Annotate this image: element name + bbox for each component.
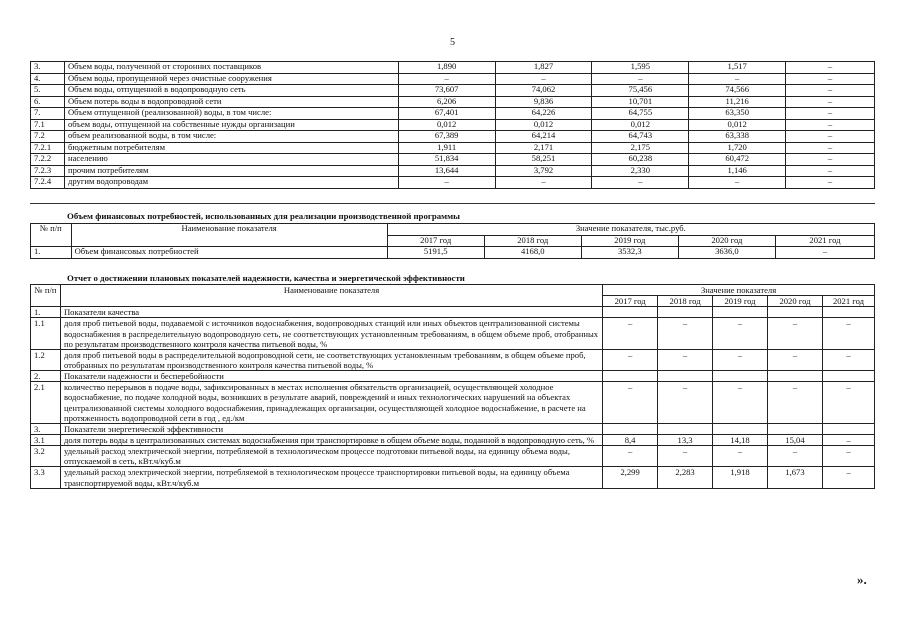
row-value: 74,062	[495, 85, 592, 97]
row-value: –	[713, 446, 768, 467]
year-header: 2019 год	[713, 296, 768, 307]
row-value	[822, 423, 874, 434]
row-value: 67,389	[398, 131, 495, 143]
row-number: 3.	[31, 423, 61, 434]
row-value: –	[689, 73, 786, 85]
row-value: –	[713, 382, 768, 424]
indicators-report-title: Отчет о достижении плановых показателей надежности, качества и энергетической эффективности	[67, 273, 465, 283]
row-name: доля проб питьевой воды, подаваемой с источников водоснабжения, водопроводных станций или иных объектов централизованной системы водоснабжения в распределительную водопроводную сеть, не соответствующих установленным требованиям, в общем объеме проб, отобранных по результатам производственного контроля качества питьевой воды, %	[60, 318, 602, 349]
row-name: объем воды, отпущенной на собственные нужды организации	[64, 119, 398, 131]
year-header: 2020 год	[768, 296, 823, 307]
row-number: 1.1	[31, 318, 61, 349]
row-value	[768, 423, 823, 434]
row-number: 1.2	[31, 349, 61, 370]
table-row	[31, 349, 875, 370]
table-row	[31, 247, 875, 259]
row-name: объем реализованной воды, в том числе:	[64, 131, 398, 143]
row-value	[658, 307, 713, 318]
row-value	[822, 371, 874, 382]
table-row	[31, 119, 875, 131]
row-value: 64,214	[495, 131, 592, 143]
row-value	[603, 371, 658, 382]
row-value: 1,890	[398, 62, 495, 74]
table-header-row	[31, 224, 875, 236]
row-value	[658, 371, 713, 382]
table-row	[31, 131, 875, 143]
row-value: 58,251	[495, 154, 592, 166]
table-row	[31, 142, 875, 154]
row-name: удельный расход электрической энергии, потребляемой в технологическом процессе транспортировки питьевой воды, на единицу объема транспортируемой воды, кВт.ч/куб.м	[60, 467, 602, 488]
row-name: населению	[64, 154, 398, 166]
row-value: –	[689, 177, 786, 189]
row-value: 0,012	[495, 119, 592, 131]
row-value: 51,834	[398, 154, 495, 166]
row-number: 3.1	[31, 434, 61, 445]
row-name: бюджетным потребителям	[64, 142, 398, 154]
row-number: 5.	[31, 85, 65, 97]
closing-quote-mark: ».	[857, 572, 867, 587]
row-value: 10,701	[592, 96, 689, 108]
row-value: 2,175	[592, 142, 689, 154]
row-value: 64,226	[495, 108, 592, 120]
row-name: удельный расход электрической энергии, потребляемой в технологическом процессе подготовки питьевой воды, на единицу объема воды, отпускаемой в сеть, кВт.ч/куб.м	[60, 446, 602, 467]
row-value: –	[786, 177, 875, 189]
water-volume-table	[30, 61, 875, 189]
row-value: –	[768, 446, 823, 467]
row-value: –	[822, 467, 874, 488]
row-value: 3636,0	[678, 247, 775, 259]
table-row	[31, 85, 875, 97]
indicators-table	[30, 284, 875, 489]
row-number: 4.	[31, 73, 65, 85]
row-value: 3532,3	[581, 247, 678, 259]
row-value: 1,146	[689, 165, 786, 177]
table-row	[31, 382, 875, 424]
row-name: доля проб питьевой воды в распределительной водопроводной сети, не соответствующих установленным требованиям, в общем объеме проб, отобранных по результатам производственного контроля качества питьевой воды, %	[60, 349, 602, 370]
row-value: –	[822, 382, 874, 424]
row-value: –	[822, 349, 874, 370]
year-header: 2017 год	[387, 235, 484, 247]
row-value	[768, 307, 823, 318]
row-value: 1,673	[768, 467, 823, 488]
section-heading-row	[31, 371, 875, 382]
row-value: 1,918	[713, 467, 768, 488]
table-row	[31, 318, 875, 349]
row-value: –	[603, 318, 658, 349]
row-value: 0,012	[689, 119, 786, 131]
col-name-header: Наименование показателя	[60, 285, 602, 307]
row-number: 1.	[31, 307, 61, 318]
row-value: 63,350	[689, 108, 786, 120]
table-header-row	[31, 285, 875, 296]
row-value: 0,012	[398, 119, 495, 131]
row-value	[658, 423, 713, 434]
year-header: 2021 год	[775, 235, 874, 247]
row-value: 73,607	[398, 85, 495, 97]
row-value: 2,283	[658, 467, 713, 488]
row-number: 2.	[31, 371, 61, 382]
row-number: 2.1	[31, 382, 61, 424]
row-value: 64,743	[592, 131, 689, 143]
row-name: Объем потерь воды в водопроводной сети	[64, 96, 398, 108]
section-heading: Показатели качества	[60, 307, 602, 318]
section-divider	[30, 203, 875, 204]
table-row	[31, 154, 875, 166]
row-value: –	[603, 349, 658, 370]
col-value-header: Значение показателя	[603, 285, 875, 296]
row-value: –	[786, 131, 875, 143]
row-number: 6.	[31, 96, 65, 108]
year-header: 2020 год	[678, 235, 775, 247]
row-name: Объем воды, пропущенной через очистные сооружения	[64, 73, 398, 85]
row-value: –	[822, 446, 874, 467]
row-number: 7.2.1	[31, 142, 65, 154]
row-value: –	[658, 382, 713, 424]
row-value: –	[786, 85, 875, 97]
row-value: –	[822, 434, 874, 445]
table-row	[31, 73, 875, 85]
section-heading: Показатели энергетической эффективности	[60, 423, 602, 434]
row-value: –	[786, 96, 875, 108]
row-value: 64,755	[592, 108, 689, 120]
table-row	[31, 177, 875, 189]
row-number: 3.	[31, 62, 65, 74]
row-value: –	[768, 349, 823, 370]
water-volume-table-body	[31, 62, 875, 189]
row-number: 3.2	[31, 446, 61, 467]
row-value: 9,836	[495, 96, 592, 108]
row-value	[713, 371, 768, 382]
col-num-header: № п/п	[31, 224, 72, 247]
row-value: 0,012	[592, 119, 689, 131]
row-value	[713, 423, 768, 434]
row-value: –	[786, 142, 875, 154]
row-name: другим водопроводам	[64, 177, 398, 189]
row-value: –	[603, 446, 658, 467]
row-name: Объем финансовых потребностей	[71, 247, 387, 259]
row-value: –	[775, 247, 874, 259]
row-value: –	[713, 349, 768, 370]
row-value: 2,330	[592, 165, 689, 177]
row-value: 75,456	[592, 85, 689, 97]
row-value: 14,18	[713, 434, 768, 445]
row-value: 13,3	[658, 434, 713, 445]
row-value: 6,206	[398, 96, 495, 108]
row-value: 60,472	[689, 154, 786, 166]
row-value	[822, 307, 874, 318]
row-value: –	[658, 446, 713, 467]
col-num-header: № п/п	[31, 285, 61, 307]
section-heading-row	[31, 307, 875, 318]
row-name: прочим потребителям	[64, 165, 398, 177]
table-row	[31, 165, 875, 177]
row-value: 60,238	[592, 154, 689, 166]
row-value: 63,338	[689, 131, 786, 143]
financial-needs-title: Объем финансовых потребностей, использованных для реализации производственной программы	[67, 211, 460, 221]
row-value: –	[592, 73, 689, 85]
table-row	[31, 446, 875, 467]
row-value: 67,401	[398, 108, 495, 120]
row-value	[603, 307, 658, 318]
row-value: –	[786, 119, 875, 131]
row-value: –	[495, 177, 592, 189]
row-number: 7.2.4	[31, 177, 65, 189]
row-value: –	[398, 177, 495, 189]
col-value-header: Значение показателя, тыс.руб.	[387, 224, 874, 236]
row-value: –	[713, 318, 768, 349]
row-value: 15,04	[768, 434, 823, 445]
row-number: 7.2.3	[31, 165, 65, 177]
row-name: Объем воды, полученной от сторонних поставщиков	[64, 62, 398, 74]
row-number: 7.1	[31, 119, 65, 131]
row-value	[713, 307, 768, 318]
table-row	[31, 108, 875, 120]
row-value	[768, 371, 823, 382]
row-value: 2,299	[603, 467, 658, 488]
year-header: 2021 год	[822, 296, 874, 307]
row-value	[603, 423, 658, 434]
row-value: –	[768, 382, 823, 424]
row-value: –	[822, 318, 874, 349]
row-value: 1,517	[689, 62, 786, 74]
section-heading: Показатели надежности и бесперебойности	[60, 371, 602, 382]
row-value: 4168,0	[484, 247, 581, 259]
row-number: 7.	[31, 108, 65, 120]
row-value: –	[658, 349, 713, 370]
row-value: 74,566	[689, 85, 786, 97]
row-value: –	[592, 177, 689, 189]
row-value: –	[786, 108, 875, 120]
row-value: 1,827	[495, 62, 592, 74]
table-row	[31, 434, 875, 445]
row-value: –	[768, 318, 823, 349]
row-value: –	[786, 165, 875, 177]
page-number: 5	[450, 37, 455, 48]
indicators-table-body	[31, 285, 875, 489]
year-header: 2018 год	[658, 296, 713, 307]
row-value: 1,911	[398, 142, 495, 154]
row-value: –	[658, 318, 713, 349]
row-value: –	[786, 73, 875, 85]
row-value: 11,216	[689, 96, 786, 108]
year-header: 2018 год	[484, 235, 581, 247]
year-header: 2019 год	[581, 235, 678, 247]
row-value: –	[786, 62, 875, 74]
row-value: 8,4	[603, 434, 658, 445]
section-heading-row	[31, 423, 875, 434]
row-number: 3.3	[31, 467, 61, 488]
row-value: –	[786, 154, 875, 166]
row-value: 1,595	[592, 62, 689, 74]
row-value: –	[603, 382, 658, 424]
row-value: 13,644	[398, 165, 495, 177]
row-number: 7.2.2	[31, 154, 65, 166]
row-name: Объем отпущенной (реализованной) воды, в том числе:	[64, 108, 398, 120]
row-value: 5191,5	[387, 247, 484, 259]
row-name: доля потерь воды в централизованных системах водоснабжения при транспортировке в общем объеме воды, поданной в водопроводную сеть, %	[60, 434, 602, 445]
row-value: –	[398, 73, 495, 85]
table-row	[31, 62, 875, 74]
year-header: 2017 год	[603, 296, 658, 307]
row-number: 1.	[31, 247, 72, 259]
row-value: 3,792	[495, 165, 592, 177]
table-row	[31, 96, 875, 108]
col-name-header: Наименование показателя	[71, 224, 387, 247]
financial-needs-table	[30, 223, 875, 259]
row-value: 1,720	[689, 142, 786, 154]
row-value: –	[495, 73, 592, 85]
row-value: 2,171	[495, 142, 592, 154]
table-row	[31, 467, 875, 488]
row-name: количество перерывов в подаче воды, зафиксированных в местах исполнения обязательств организацией, осуществляющей холодное водоснабжение, по подаче холодной воды, возникших в результате аварий, повреждений и иных технологических нарушений на объектах централизованной системы холодного водоснабжения, принадлежащих организации, осуществляющей холодное водоснабжение, в расчете на протяженность водопроводной сети в год , ед./км	[60, 382, 602, 424]
row-number: 7.2	[31, 131, 65, 143]
row-name: Объем воды, отпущенной в водопроводную сеть	[64, 85, 398, 97]
